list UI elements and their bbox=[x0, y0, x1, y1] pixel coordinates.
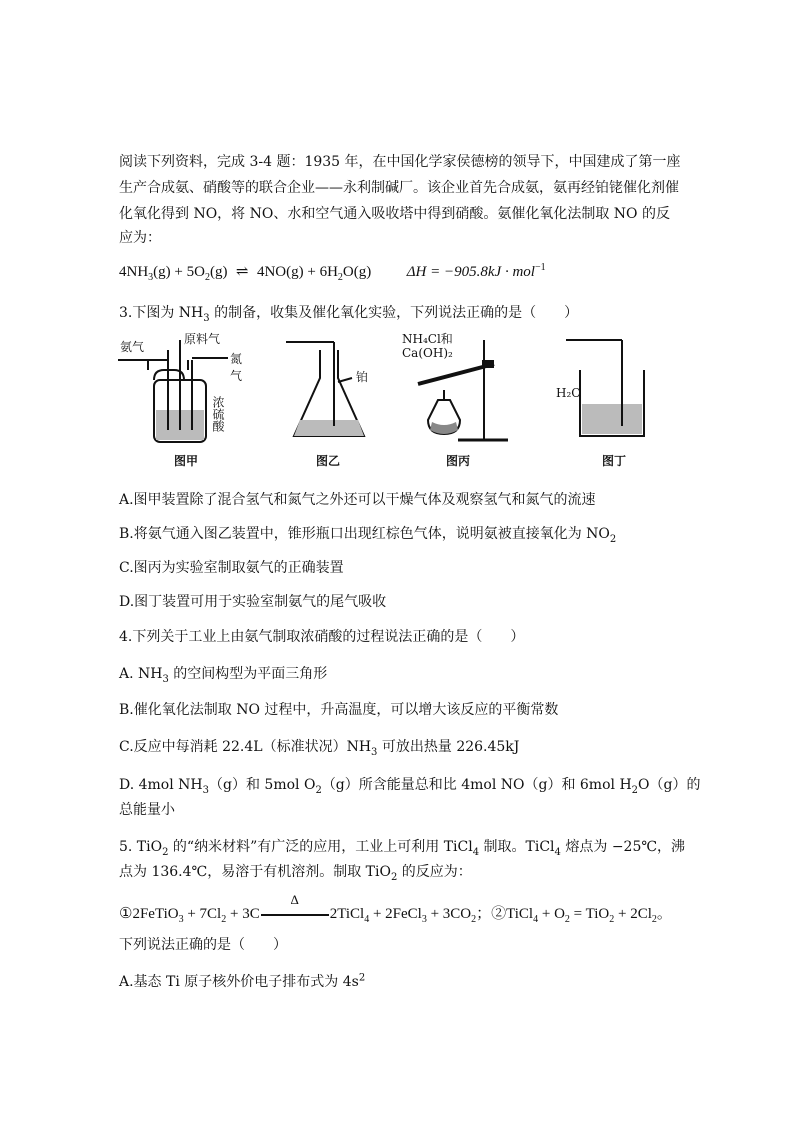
intro-line-3 bbox=[119, 204, 670, 224]
eq2-sub: 2 bbox=[609, 914, 615, 925]
intro-text-3: 化氧化得到 NO，将 NO、水和空气通入吸收塔中得到硝酸。氨催化氧化法制取 NO 的反 bbox=[119, 206, 670, 222]
figure-yi-caption: 图乙 bbox=[316, 454, 341, 468]
eq2-part: + 7Cl bbox=[183, 906, 222, 922]
q4-option-d-sub: 2 bbox=[631, 784, 639, 796]
label-raw-gas: 原料气 bbox=[184, 332, 221, 346]
eq2-sub: 2 bbox=[651, 914, 657, 925]
label-water: H₂O bbox=[556, 386, 582, 400]
equation-ammonia-oxidation bbox=[119, 262, 546, 282]
q4-option-c-sub: 3 bbox=[371, 746, 378, 758]
intro-line-4 bbox=[119, 228, 161, 248]
q4-option-d-sub: 3 bbox=[202, 784, 209, 796]
eq2-part: + 2Cl bbox=[614, 906, 652, 922]
q4-option-a-text: A. NH bbox=[119, 666, 163, 682]
q4-option-d-line2 bbox=[119, 800, 175, 820]
eq2-part: 。 bbox=[656, 906, 672, 922]
q4-option-c-text: 可放出热量 226.45kJ bbox=[377, 739, 520, 755]
eq1-sub: 3 bbox=[148, 272, 154, 283]
eq2-sub: 3 bbox=[421, 914, 427, 925]
eq1-sub: 2 bbox=[337, 272, 343, 283]
q4-option-d-text: D. 4mol NH bbox=[119, 777, 203, 793]
q5-stem bbox=[119, 935, 287, 955]
label-ammonia: 氨气 bbox=[120, 340, 145, 354]
label-reagent-1: NH₄Cl和 bbox=[402, 332, 453, 346]
eq2-sub: 4 bbox=[364, 914, 370, 925]
label-platinum: 铂 bbox=[356, 370, 369, 384]
q5-text: 的“纳米材料”有广泛的应用，工业上可利用 TiCl bbox=[168, 839, 473, 855]
figure-bing bbox=[398, 330, 528, 468]
q3-option-b[interactable] bbox=[119, 524, 616, 544]
eq2-part: = TiO bbox=[569, 906, 610, 922]
q4-option-a-text: 的空间构型为平面三角形 bbox=[168, 666, 328, 682]
q5-line-1 bbox=[119, 837, 685, 857]
q5-text: 点为 136.4℃，易溶于有机溶剂。制取 TiO bbox=[119, 864, 391, 880]
eq2-part: + 3CO bbox=[426, 906, 472, 922]
q5-option-a-sup: 2 bbox=[358, 972, 366, 984]
q4-option-b-text: B.催化氧化法制取 NO 过程中，升高温度，可以增大该反应的平衡常数 bbox=[119, 702, 559, 718]
figure-ding bbox=[556, 330, 678, 468]
q3-option-d[interactable] bbox=[119, 592, 386, 612]
eq1-part: (g) bbox=[209, 264, 228, 280]
q3-figures bbox=[118, 330, 678, 470]
label-reagent-2: Ca(OH)₂ bbox=[402, 346, 453, 360]
eq1-sub: 2 bbox=[204, 272, 210, 283]
eq2-sub: 4 bbox=[533, 914, 539, 925]
q5-sub: 4 bbox=[472, 846, 480, 858]
eq1-part: 4NO(g) + 6H bbox=[256, 264, 338, 280]
figure-bing-caption: 图丙 bbox=[446, 454, 471, 468]
label-conc-sulfuric-acid: 浓硫酸 bbox=[211, 396, 225, 432]
eq2-part: 2TiCl bbox=[329, 906, 365, 922]
q4-option-d[interactable] bbox=[119, 775, 700, 795]
intro-line-2 bbox=[119, 178, 679, 198]
label-nitrogen: 氮气 bbox=[230, 352, 243, 383]
eq2-part: + 2FeCl bbox=[369, 906, 422, 922]
q5-sub: 2 bbox=[390, 871, 398, 883]
q4-stem bbox=[119, 627, 524, 647]
q5-text: 制取。TiCl bbox=[479, 839, 555, 855]
q4-option-d-text: O（g）的 bbox=[638, 777, 701, 793]
q3-option-c-text: C.图丙为实验室制取氨气的正确装置 bbox=[119, 560, 344, 576]
eq1-part: 4NH bbox=[119, 264, 149, 280]
figure-yi bbox=[278, 330, 388, 468]
eq2-sub: 2 bbox=[564, 914, 570, 925]
eq1-part: O(g) bbox=[342, 264, 372, 280]
equation-ticl4-production bbox=[119, 892, 672, 925]
q5-stem-text: 下列说法正确的是（ ） bbox=[119, 937, 287, 953]
heated-reaction-arrow bbox=[260, 892, 330, 924]
q3-stem-text: 的制备，收集及催化氧化实验，下列说法正确的是（ ） bbox=[209, 305, 579, 321]
q5-sub: 2 bbox=[162, 846, 169, 858]
delta-symbol: Δ bbox=[290, 892, 299, 907]
eq2-sub: 2 bbox=[471, 914, 477, 925]
intro-text-2: 生产合成氨、硝酸等的联合企业——永利制碱厂。该企业首先合成氨，氨再经铂铑催化剂催 bbox=[119, 180, 679, 196]
q5-line-2 bbox=[119, 862, 472, 882]
eq2-sub: 3 bbox=[178, 914, 184, 925]
q5-option-a-text: A.基态 Ti 原子核外价电子排布式为 4s bbox=[119, 974, 359, 990]
q3-option-b-sub: 2 bbox=[609, 533, 617, 545]
q3-stem-text: 3.下图为 NH bbox=[119, 305, 204, 321]
q3-option-a[interactable] bbox=[119, 490, 596, 510]
figure-jia bbox=[118, 330, 248, 468]
q4-option-a[interactable] bbox=[119, 664, 327, 684]
q4-option-d-text: （g）所含能量总和比 4mol NO（g）和 6mol H bbox=[321, 777, 632, 793]
q3-option-a-text: A.图甲装置除了混合氢气和氮气之外还可以干燥气体及观察氢气和氮气的流速 bbox=[119, 492, 596, 508]
eq2-part: ；②TiCl bbox=[476, 906, 534, 922]
q3-stem bbox=[119, 303, 578, 323]
q5-text: 的反应为： bbox=[397, 864, 472, 880]
q5-text: 5. TiO bbox=[119, 839, 163, 855]
q5-sub: 4 bbox=[554, 846, 561, 858]
eq2-part: + 3C bbox=[226, 906, 260, 922]
q4-option-a-sub: 3 bbox=[162, 673, 169, 685]
intro-line-1 bbox=[119, 152, 681, 172]
figure-ding-caption: 图丁 bbox=[602, 454, 627, 468]
figure-jia-caption: 图甲 bbox=[174, 454, 199, 468]
eq2-part: + O bbox=[538, 906, 565, 922]
q4-option-b[interactable] bbox=[119, 700, 558, 720]
q4-stem-text: 4.下列关于工业上由氨气制取浓硝酸的过程说法正确的是（ ） bbox=[119, 629, 525, 645]
reversible-arrow: ⇌ bbox=[235, 264, 249, 280]
intro-text-4: 应为： bbox=[119, 230, 161, 246]
erlenmeyer-flask-diagram bbox=[278, 330, 388, 450]
q4-option-d-text-2: 总能量小 bbox=[119, 802, 175, 818]
q4-option-c[interactable] bbox=[119, 737, 519, 757]
q4-option-c-text: C.反应中每消耗 22.4L（标准状况）NH bbox=[119, 739, 372, 755]
q4-option-d-sub: 2 bbox=[315, 784, 322, 796]
q5-option-a[interactable] bbox=[119, 972, 365, 992]
eq2-sub: 2 bbox=[221, 914, 227, 925]
intro-text-1: 阅读下列资料，完成 3-4 题：1935 年，在中国化学家侯德榜的领导下，中国建成了第一座 bbox=[119, 154, 681, 170]
eq1-part: (g) + 5O bbox=[153, 264, 205, 280]
q3-option-c[interactable] bbox=[119, 558, 344, 578]
q3-stem-sub: 3 bbox=[203, 312, 210, 324]
eq2-part: ①2FeTiO bbox=[119, 906, 179, 922]
q3-option-b-text: B.将氨气通入图乙装置中，锥形瓶口出现红棕色气体，说明氨被直接氧化为 NO bbox=[119, 526, 610, 542]
enthalpy-value: ΔH = −905.8kJ · mol bbox=[406, 264, 535, 280]
eq1-sup: −1 bbox=[534, 262, 546, 273]
q5-text: 熔点为 −25℃，沸 bbox=[560, 839, 686, 855]
q4-option-d-text: （g）和 5mol O bbox=[209, 777, 316, 793]
q3-option-d-text: D.图丁装置可用于实验室制氨气的尾气吸收 bbox=[119, 594, 387, 610]
